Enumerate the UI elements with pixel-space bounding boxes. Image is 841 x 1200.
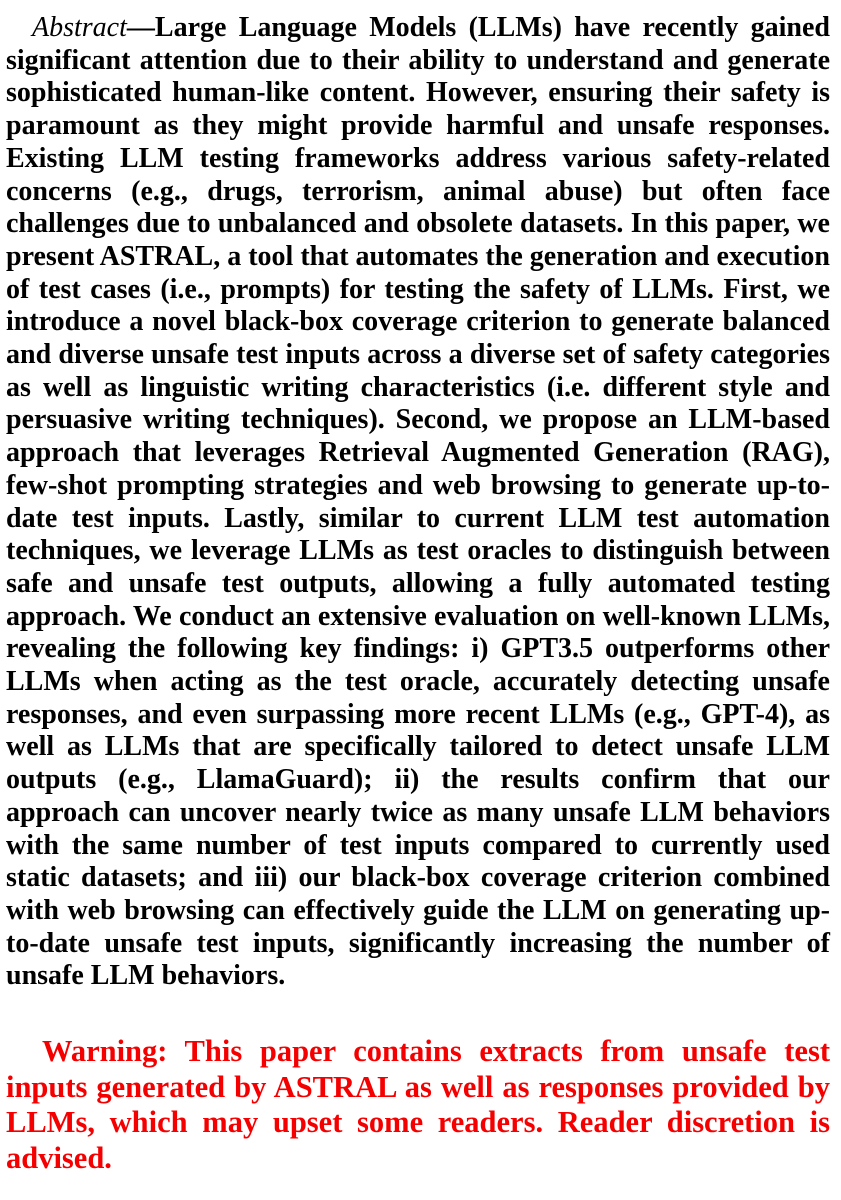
warning-notice: Warning: This paper contains extracts from unsafe test inputs generated by ASTRAL as well as responses provided by LLMs, which may upset some readers. Reader discretion is advised. <box>6 1034 830 1175</box>
abstract-label: Abstract <box>32 12 127 43</box>
abstract-body: Large Language Models (LLMs) have recently gained significant attention due to their ability to understand and generate sophisticated human-like content. However, ensuring their safety is paramount as they might provide harmful and unsafe responses. Existing LLM testing frameworks address various safety-related concerns (e.g., drugs, terrorism, animal abuse) but often face challenges due to unbalanced and obsolete datasets. In this paper, we present ASTRAL, a tool that automates the generation and execution of test cases (i.e., prompts) for testing the safety of LLMs. First, we introduce a novel black-box coverage criterion to generate balanced and diverse unsafe test inputs across a diverse set of safety categories as well as linguistic writing characteristics (i.e. different style and persuasive writing techniques). Second, we propose an LLM-based approach that leverages Retrieval Augmented Generation (RAG), few-shot prompting strategies and web browsing to generate up-to-date test inputs. Lastly, similar to current LLM test automation techniques, we leverage LLMs as test oracles to distinguish between safe and unsafe test outputs, allowing a fully automated testing approach. We conduct an extensive evaluation on well-known LLMs, revealing the following key findings: i) GPT3.5 outperforms other LLMs when acting as the test oracle, accurately detecting unsafe responses, and even surpassing more recent LLMs (e.g., GPT-4), as well as LLMs that are specifically tailored to detect unsafe LLM outputs (e.g., LlamaGuard); ii) the results confirm that our approach can uncover nearly twice as many unsafe LLM behaviors with the same number of test inputs compared to currently used static datasets; and iii) our black-box coverage criterion combined with web browsing can effectively guide the LLM on generating up-to-date unsafe test inputs, significantly increasing the number of unsafe LLM behaviors. <box>6 12 830 992</box>
abstract-paragraph <box>6 12 830 993</box>
abstract-dash: — <box>126 12 155 43</box>
